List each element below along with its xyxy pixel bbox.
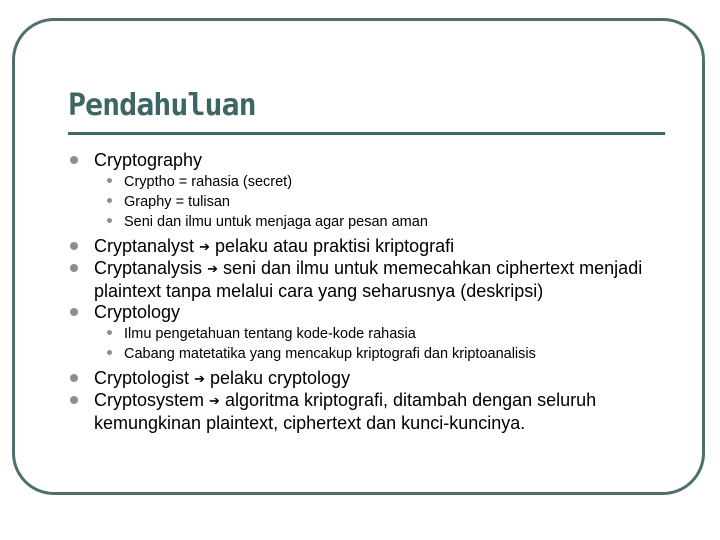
list-item-cryptology bbox=[68, 302, 688, 324]
sub-item: Ilmu pengetahuan tentang kode-kode rahasia bbox=[100, 324, 688, 344]
bullet-icon bbox=[70, 374, 78, 382]
bullet-icon bbox=[70, 308, 78, 316]
list-item-cryptologist: Cryptologist ➔ pelaku cryptology bbox=[68, 368, 688, 391]
title-divider bbox=[68, 132, 665, 135]
bullet-icon bbox=[70, 264, 78, 272]
sub-item: Cabang matetatika yang mencakup kriptografi dan kriptoanalisis bbox=[100, 344, 688, 364]
sub-item: Cryptho = rahasia (secret) bbox=[100, 172, 688, 192]
slide-title: Pendahuluan bbox=[68, 88, 256, 123]
arrow-right-icon: ➔ bbox=[194, 370, 205, 386]
sub-bullet-icon bbox=[107, 178, 112, 183]
slide-content bbox=[68, 150, 688, 434]
list-item-cryptography bbox=[68, 150, 688, 172]
list-item-cryptanalyst: Cryptanalyst ➔ pelaku atau praktisi kriptografi bbox=[68, 236, 688, 259]
sub-bullet-icon bbox=[107, 350, 112, 355]
arrow-right-icon: ➔ bbox=[207, 261, 218, 276]
list-item-cryptanalysis: Cryptanalysis ➔ seni dan ilmu untuk memecahkan ciphertext menjadi plaintext tanpa melalui cara yang seharusnya (deskripsi) bbox=[68, 258, 688, 302]
bullet-icon bbox=[70, 156, 78, 164]
item-text: Cryptology bbox=[94, 302, 181, 322]
sub-bullet-icon bbox=[107, 330, 112, 335]
sub-item: Seni dan ilmu untuk menjaga agar pesan aman bbox=[100, 212, 688, 232]
sub-bullet-icon bbox=[107, 198, 112, 203]
arrow-right-icon: ➔ bbox=[209, 393, 220, 408]
sublist-cryptology bbox=[68, 324, 688, 364]
sub-item: Graphy = tulisan bbox=[100, 192, 688, 212]
bullet-icon bbox=[70, 242, 78, 250]
list-item-cryptosystem: Cryptosystem ➔ algoritma kriptografi, ditambah dengan seluruh kemungkinan plaintext, ciphertext dan kunci-kuncinya. bbox=[68, 390, 688, 434]
sublist-cryptography bbox=[68, 172, 688, 232]
item-text: Cryptography bbox=[94, 150, 203, 170]
sub-bullet-icon bbox=[107, 218, 112, 223]
arrow-right-icon: ➔ bbox=[199, 238, 210, 254]
bullet-icon bbox=[70, 396, 78, 404]
